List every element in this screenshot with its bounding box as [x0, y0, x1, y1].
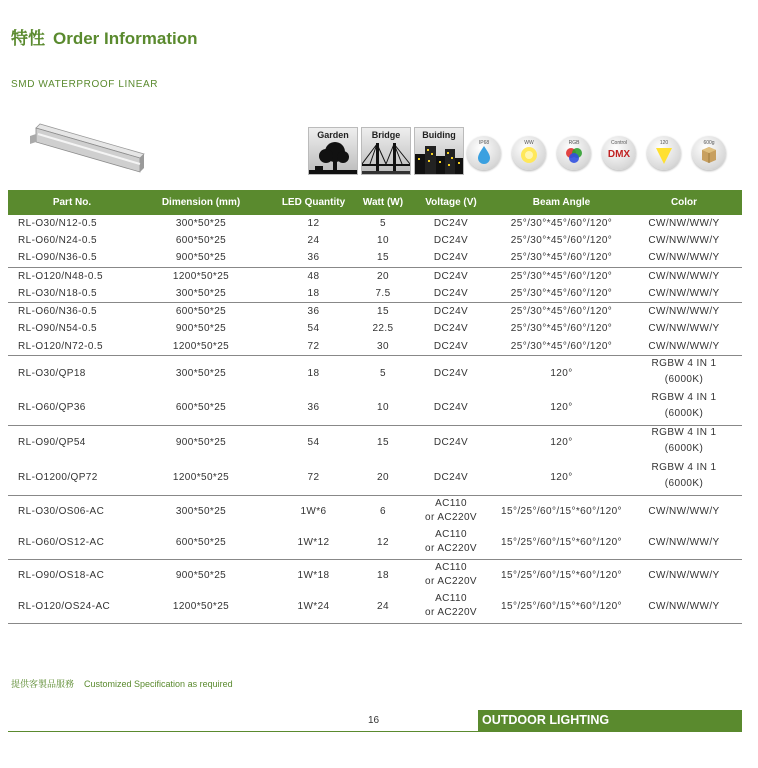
- cell-part-no: RL-O120/OS24-AC: [8, 591, 136, 623]
- cell-part-no: RL-O30/OS06-AC: [8, 495, 136, 527]
- cell-voltage: DC24V: [433, 340, 469, 352]
- app-garden-label: Garden: [317, 130, 349, 140]
- cell-part-no: RL-O1200/QP72: [18, 471, 98, 483]
- cell-voltage: DC24V: [405, 426, 497, 461]
- cell-dimension: 900*50*25: [136, 426, 266, 461]
- cell-led-quantity: 18: [307, 287, 320, 299]
- cell-voltage: DC24V: [405, 303, 497, 321]
- cell-part-no: RL-O120/N72-0.5: [18, 340, 103, 352]
- header-part-no: Part No.: [8, 190, 136, 215]
- cell-beam-angle: 15°/25°/60°/15°*60°/120°: [497, 559, 626, 591]
- cell-beam-angle: 25°/30°*45°/60°/120°: [510, 323, 613, 335]
- cell-voltage: DC24V: [433, 471, 469, 483]
- product-subtitle: SMD WATERPROOF LINEAR: [11, 79, 159, 90]
- cell-color: CW/NW/WW/Y: [648, 537, 720, 549]
- cell-dimension: 300*50*25: [136, 495, 266, 527]
- table-row: [8, 232, 742, 249]
- cell-dimension: 300*50*25: [175, 287, 227, 299]
- cell-beam-angle: 120°: [550, 401, 573, 413]
- cell-color: CW/NW/WW/Y: [648, 234, 720, 246]
- table-row: [8, 461, 742, 496]
- cell-beam-angle: 15°/25°/60°/15°*60°/120°: [497, 591, 626, 623]
- header-watt: Watt (W): [361, 190, 405, 215]
- table-row: [8, 285, 742, 303]
- cell-color: CW/NW/WW/Y: [626, 303, 742, 321]
- table-row: [8, 559, 742, 591]
- header-led-quantity: LED Quantity: [266, 190, 361, 215]
- cell-beam-angle: 25°/30°*45°/60°/120°: [510, 252, 613, 264]
- cell-color: CW/NW/WW/Y: [648, 252, 720, 264]
- cell-beam-angle: 25°/30°*45°/60°/120°: [510, 340, 613, 352]
- spec-ww: [512, 136, 546, 170]
- cell-beam-angle: 120°: [497, 356, 626, 391]
- spec-dmx: [602, 136, 636, 170]
- cell-voltage: DC24V: [405, 267, 497, 285]
- header-beam-angle: Beam Angle: [497, 190, 626, 215]
- cell-watt: 15: [361, 303, 405, 321]
- cell-led-quantity: 24: [307, 234, 320, 246]
- cell-color: CW/NW/WW/Y: [626, 267, 742, 285]
- cell-watt: 24: [361, 591, 405, 623]
- cell-led-quantity: 54: [307, 323, 320, 335]
- cell-part-no: RL-O30/N18-0.5: [18, 287, 97, 299]
- page-title-cn: 特性: [11, 29, 45, 48]
- cell-beam-angle: 25°/30°*45°/60°/120°: [510, 217, 613, 229]
- page-number: 16: [368, 715, 380, 726]
- tree-icon: [309, 140, 357, 174]
- spec-ip68-label: IP68: [478, 140, 490, 146]
- cell-color: CW/NW/WW/Y: [648, 340, 720, 352]
- cell-watt: 15: [377, 252, 389, 264]
- spec-rgb-label: RGB: [568, 140, 580, 146]
- order-table: [8, 190, 742, 624]
- cell-watt: 10: [377, 401, 389, 413]
- table-row: [8, 356, 742, 391]
- cell-led-quantity: 12: [307, 217, 320, 229]
- cell-beam-angle: 120°: [550, 471, 573, 483]
- custom-spec-note-en: Customized Specification as required: [84, 679, 233, 689]
- table-row: [8, 250, 742, 268]
- cell-watt: 10: [377, 234, 389, 246]
- cell-voltage: DC24V: [405, 356, 497, 391]
- spec-ww-label: WW: [524, 140, 534, 146]
- page-title-en: Order Information: [53, 29, 198, 48]
- app-bridge-label: Bridge: [371, 130, 401, 140]
- water-drop-icon: [467, 136, 501, 170]
- custom-spec-note: [11, 677, 233, 690]
- cell-watt: 30: [377, 340, 389, 352]
- cell-watt: 6: [361, 495, 405, 527]
- header-voltage: Voltage (V): [405, 190, 497, 215]
- cell-voltage: DC24V: [433, 217, 469, 229]
- cell-watt: 20: [361, 267, 405, 285]
- package-weight-icon: [692, 136, 726, 170]
- cell-part-no: RL-O90/QP54: [8, 426, 136, 461]
- cell-part-no: RL-O60/N36-0.5: [8, 303, 136, 321]
- table-header: [8, 190, 742, 215]
- cell-led-quantity: 18: [266, 356, 361, 391]
- cell-part-no: RL-O90/OS18-AC: [8, 559, 136, 591]
- cell-voltage: DC24V: [433, 323, 469, 335]
- cell-part-no: RL-O60/N24-0.5: [18, 234, 97, 246]
- cell-dimension: 600*50*25: [136, 303, 266, 321]
- cell-beam-angle: 25°/30°*45°/60°/120°: [510, 234, 613, 246]
- cell-led-quantity: 72: [307, 471, 320, 483]
- cell-beam-angle: 25°/30°*45°/60°/120°: [497, 267, 626, 285]
- cell-led-quantity: 1W*18: [266, 559, 361, 591]
- cell-part-no: RL-O90/N54-0.5: [18, 323, 97, 335]
- table-row: [8, 303, 742, 321]
- cell-dimension: 600*50*25: [175, 537, 227, 549]
- cell-led-quantity: 36: [307, 401, 320, 413]
- cell-part-no: RL-O90/N36-0.5: [18, 252, 97, 264]
- cell-beam-angle: 25°/30°*45°/60°/120°: [510, 287, 613, 299]
- cell-color: RGBW 4 IN 1 (6000K): [651, 391, 717, 419]
- app-garden: [308, 127, 358, 175]
- cell-led-quantity: 72: [307, 340, 320, 352]
- dmx-control-icon: DMX: [607, 149, 631, 160]
- header-color: Color: [626, 190, 742, 215]
- cell-part-no: RL-O60/QP36: [18, 401, 86, 413]
- cell-watt: 22.5: [372, 323, 394, 335]
- cell-watt: 5: [361, 356, 405, 391]
- cell-voltage: AC110 or AC220V: [425, 529, 477, 555]
- cell-voltage: AC110 or AC220V: [405, 591, 497, 623]
- spec-icons: [467, 136, 726, 170]
- cell-part-no: RL-O60/OS12-AC: [18, 537, 105, 549]
- spec-weight: [692, 136, 726, 170]
- cell-beam-angle: 120°: [497, 426, 626, 461]
- cell-dimension: 900*50*25: [175, 323, 227, 335]
- cell-dimension: 1200*50*25: [136, 267, 266, 285]
- cell-led-quantity: 36: [266, 303, 361, 321]
- bridge-icon: [362, 140, 410, 174]
- cell-voltage: AC110 or AC220V: [405, 559, 497, 591]
- cell-led-quantity: 36: [307, 252, 320, 264]
- cell-color: RGBW 4 IN 1 (6000K): [626, 426, 742, 461]
- application-icons: [308, 127, 464, 175]
- spec-rgb: [557, 136, 591, 170]
- cell-watt: 7.5: [375, 287, 391, 299]
- cell-voltage: DC24V: [433, 234, 469, 246]
- cell-dimension: 1200*50*25: [136, 591, 266, 623]
- table-row: [8, 321, 742, 338]
- cell-beam-angle: 25°/30°*45°/60°/120°: [497, 303, 626, 321]
- cell-color: RGBW 4 IN 1 (6000K): [626, 356, 742, 391]
- cell-led-quantity: 1W*6: [266, 495, 361, 527]
- cell-watt: 18: [361, 559, 405, 591]
- app-building: [414, 127, 464, 175]
- cell-dimension: 1200*50*25: [172, 340, 230, 352]
- spec-beam-label: 120: [659, 140, 669, 146]
- table-row: [8, 267, 742, 285]
- cell-beam-angle: 15°/25°/60°/15°*60°/120°: [501, 537, 622, 549]
- cell-beam-angle: 15°/25°/60°/15°*60°/120°: [497, 495, 626, 527]
- section-label: OUTDOOR LIGHTING: [478, 710, 742, 731]
- cell-color: RGBW 4 IN 1 (6000K): [651, 461, 717, 489]
- cell-led-quantity: 54: [266, 426, 361, 461]
- cell-dimension: 900*50*25: [175, 252, 227, 264]
- table-row: [8, 215, 742, 232]
- product-image: [30, 122, 146, 174]
- cell-color: CW/NW/WW/Y: [648, 217, 720, 229]
- cell-watt: 20: [377, 471, 389, 483]
- cell-voltage: DC24V: [433, 287, 469, 299]
- cell-part-no: RL-O120/N48-0.5: [8, 267, 136, 285]
- cell-color: CW/NW/WW/Y: [648, 323, 720, 335]
- buildings-icon: [415, 140, 463, 174]
- cell-color: CW/NW/WW/Y: [648, 287, 720, 299]
- table-row: [8, 391, 742, 426]
- cell-voltage: DC24V: [433, 252, 469, 264]
- rgb-circles-icon: [557, 136, 591, 170]
- cell-watt: 15: [361, 426, 405, 461]
- table-row: [8, 338, 742, 356]
- cell-voltage: AC110 or AC220V: [405, 495, 497, 527]
- spec-dmx-label: Control: [610, 140, 628, 146]
- cell-part-no: RL-O30/QP18: [8, 356, 136, 391]
- spec-weight-label: 600g: [703, 140, 715, 146]
- cell-watt: 12: [377, 537, 389, 549]
- cell-color: CW/NW/WW/Y: [626, 495, 742, 527]
- app-bridge: [361, 127, 411, 175]
- warm-white-light-icon: [512, 136, 546, 170]
- spec-ip68: [467, 136, 501, 170]
- cell-dimension: 1200*50*25: [172, 471, 230, 483]
- cell-dimension: 300*50*25: [136, 356, 266, 391]
- app-building-label: Buiding: [422, 130, 456, 140]
- spec-beam-angle: [647, 136, 681, 170]
- cell-watt: 5: [380, 217, 386, 229]
- cell-dimension: 600*50*25: [175, 401, 227, 413]
- table-row: [8, 527, 742, 559]
- cell-dimension: 600*50*25: [175, 234, 227, 246]
- cell-led-quantity: 1W*12: [297, 537, 330, 549]
- footer-divider: [8, 731, 742, 732]
- cell-part-no: RL-O30/N12-0.5: [18, 217, 97, 229]
- cell-color: CW/NW/WW/Y: [626, 591, 742, 623]
- table-row: [8, 495, 742, 527]
- table-row: [8, 591, 742, 623]
- table-row: [8, 426, 742, 461]
- cell-led-quantity: 48: [266, 267, 361, 285]
- cell-dimension: 900*50*25: [136, 559, 266, 591]
- cell-color: CW/NW/WW/Y: [626, 559, 742, 591]
- cell-led-quantity: 1W*24: [266, 591, 361, 623]
- custom-spec-note-cn: 提供客製品服務: [11, 679, 75, 689]
- header-dimension: Dimension (mm): [136, 190, 266, 215]
- cell-voltage: DC24V: [433, 401, 469, 413]
- cell-dimension: 300*50*25: [175, 217, 227, 229]
- beam-angle-icon: [647, 136, 681, 170]
- page-title: [11, 24, 198, 49]
